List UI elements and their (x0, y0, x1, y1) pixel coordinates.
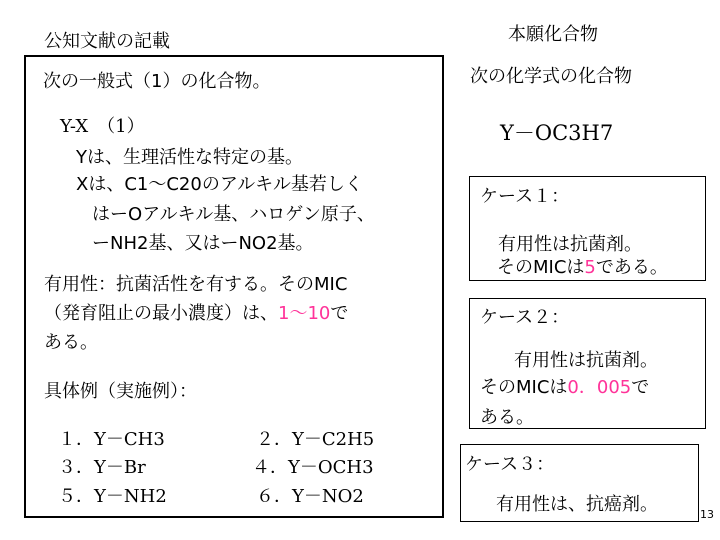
utility-line1: 有用性：抗菌活性を有する。そのMIC (44, 274, 348, 295)
case1-mic-value: 5 (584, 257, 596, 278)
utility-line2 (44, 299, 348, 325)
case3-line1: 有用性は、抗癌剤。 (496, 494, 658, 515)
case2-mic-label: そのMICは (480, 377, 568, 398)
utility-line3: ある。 (44, 332, 98, 353)
page-number: 13 (700, 508, 714, 521)
utility-line2-prefix: （発育阻止の最小濃度）は、 (44, 303, 278, 324)
example-item: ５．Y－NH2 (58, 486, 167, 507)
prior-art-intro: 次の一般式（1）の化合物。 (43, 71, 271, 92)
general-formula: Y-X （1） (60, 116, 145, 137)
definition-y: Yは、生理活性な特定の基。 (76, 147, 303, 168)
definition-x-line2: はーOアルキル基、ハロゲン原子、 (92, 204, 375, 225)
definition-x-line3: ーNH2基、又はーNO2基。 (92, 233, 314, 254)
case2-line2 (480, 373, 649, 399)
example-item: ２．Y－C2H5 (256, 429, 375, 450)
case3-title: ケース３： (465, 454, 555, 475)
case2-title: ケース２： (480, 307, 570, 328)
case2-line1: 有用性は抗菌剤。 (514, 350, 658, 371)
example-item: ６．Y－NO2 (256, 486, 364, 507)
example-item: ４．Y－OCH3 (252, 457, 374, 478)
present-invention-formula: Y－OC3H7 (500, 121, 614, 145)
definition-x-line1: Xは、C1～C20のアルキル基若しく (76, 174, 363, 195)
case1-line2-suffix: である。 (595, 257, 668, 278)
case1-line2 (497, 253, 668, 279)
case2-mic-value: 0．005 (567, 377, 632, 398)
present-invention-subheading: 次の化学式の化合物 (470, 66, 632, 87)
prior-art-heading: 公知文献の記載 (44, 31, 170, 52)
present-invention-heading: 本願化合物 (508, 24, 598, 45)
case2-line3: ある。 (480, 407, 534, 428)
case1-mic-label: そのMICは (497, 257, 585, 278)
examples-heading: 具体例（実施例）： (44, 381, 197, 402)
example-item: ３．Y－Br (58, 457, 146, 478)
utility-line2-suffix: で (330, 303, 349, 324)
case2-line2-suffix: で (631, 377, 650, 398)
case1-line1: 有用性は抗菌剤。 (498, 234, 642, 255)
mic-range-value: 1～10 (278, 303, 331, 324)
case1-title: ケース１： (480, 186, 570, 207)
example-item: １．Y－CH3 (58, 429, 165, 450)
